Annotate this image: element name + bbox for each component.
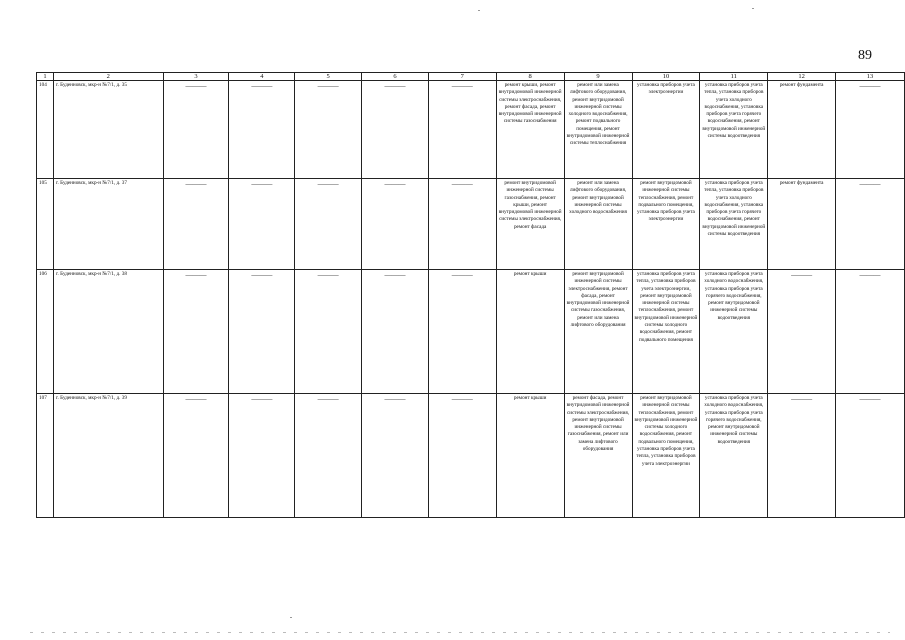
header-cell: 5: [295, 73, 362, 81]
work-cell: ремонт фундамента: [768, 81, 836, 179]
header-row: [37, 73, 905, 81]
address-cell: г. Буденновск, мкр-н №7/1, д. 35: [53, 81, 163, 179]
work-cell: ремонт крыши, ремонт внутридомовой инженерной системы электроснабжения, ремонт фасада, ремонт внутридомовой инженерной системы газоснабжения: [496, 81, 564, 179]
header-cell: 13: [836, 73, 905, 81]
dash-cell: ———: [362, 394, 429, 518]
header-cell: 12: [768, 73, 836, 81]
page-number: 89: [858, 48, 872, 63]
dash-cell: ———: [768, 270, 836, 394]
row-number: 105: [37, 179, 54, 270]
dash-cell: ———: [163, 81, 229, 179]
dash-cell: ———: [836, 81, 905, 179]
work-cell: установка приборов учета тепла, установка приборов учета холодного водоснабжения, установка приборов учета горячего водоснабжения, ремонт внутридомовой инженерной системы водоотведения: [700, 81, 768, 179]
work-cell: ремонт крыши: [496, 270, 564, 394]
table-row: [37, 81, 905, 179]
dash-cell: ———: [229, 81, 295, 179]
dash-cell: ———: [428, 270, 496, 394]
dash-cell: ———: [836, 179, 905, 270]
dash-cell: ———: [295, 394, 362, 518]
address-cell: г. Буденновск, мкр-н №7/1, д. 39: [53, 394, 163, 518]
row-number: 107: [37, 394, 54, 518]
dash-cell: ———: [163, 270, 229, 394]
capital-repair-table: [36, 72, 905, 518]
header-cell: 10: [632, 73, 700, 81]
dash-cell: ———: [362, 270, 429, 394]
address-cell: г. Буденновск, мкр-н №7/1, д. 38: [53, 270, 163, 394]
work-cell: ремонт фундамента: [768, 179, 836, 270]
work-cell: установка приборов учета холодного водоснабжения, установка приборов учета горячего водоснабжения, ремонт внутридомовой инженерной системы водоотведения: [700, 394, 768, 518]
dash-cell: ———: [229, 394, 295, 518]
dash-cell: ———: [163, 394, 229, 518]
scan-speck: [478, 10, 480, 11]
header-cell: 7: [428, 73, 496, 81]
work-cell: ремонт внутридомовой инженерной системы электроснабжения, ремонт фасада, ремонт внутридомовой инженерной системы газоснабжения, ремонт или замена лифтового оборудования: [564, 270, 632, 394]
table-row: [37, 394, 905, 518]
row-number: 104: [37, 81, 54, 179]
table-row: [37, 179, 905, 270]
dash-cell: ———: [428, 81, 496, 179]
work-cell: ремонт внутридомовой инженерной системы газоснабжения, ремонт крыши, ремонт внутридомовой инженерной системы электроснабжения, ремонт фасада: [496, 179, 564, 270]
work-cell: ремонт внутридомовой инженерной системы теплоснабжения, ремонт внутридомовой инженерной системы холодного водоснабжения, ремонт подвального помещения, установка приборов учета тепла, установка приборов учета электроэнергии: [632, 394, 700, 518]
work-cell: ремонт или замена лифтового оборудования, ремонт внутридомовой инженерной системы холодного водоснабжения: [564, 179, 632, 270]
work-cell: установка приборов учета холодного водоснабжения, установка приборов учета горячего водоснабжения, ремонт внутридомовой инженерной системы водоотведения: [700, 270, 768, 394]
dash-cell: ———: [362, 81, 429, 179]
scan-speck: [752, 8, 754, 9]
dash-cell: ———: [428, 179, 496, 270]
header-cell: 2: [53, 73, 163, 81]
work-cell: ремонт крыши: [496, 394, 564, 518]
dash-cell: ———: [229, 179, 295, 270]
dash-cell: ———: [295, 270, 362, 394]
scan-speck: [290, 617, 292, 618]
scan-noise-line: [30, 632, 890, 633]
dash-cell: ———: [295, 179, 362, 270]
header-cell: 4: [229, 73, 295, 81]
header-cell: 9: [564, 73, 632, 81]
work-cell: ремонт или замена лифтового оборудования, ремонт внутридомовой инженерной системы холодного водоснабжения, ремонт подвального помещения, ремонт внутридомовой инженерной системы теплоснабжения: [564, 81, 632, 179]
address-cell: г. Буденновск, мкр-н №7/1, д. 37: [53, 179, 163, 270]
work-cell: ремонт фасада, ремонт внутридомовой инженерной системы электроснабжения, ремонт внутридомовой инженерной системы газоснабжения, ремонт или замена лифтового оборудования: [564, 394, 632, 518]
work-cell: установка приборов учета электроэнергии: [632, 81, 700, 179]
work-cell: ремонт внутридомовой инженерной системы теплоснабжения, ремонт подвального помещения, установка приборов учета электроэнергии: [632, 179, 700, 270]
table-row: [37, 270, 905, 394]
dash-cell: ———: [362, 179, 429, 270]
dash-cell: ———: [836, 270, 905, 394]
work-cell: установка приборов учета тепла, установка приборов учета холодного водоснабжения, установка приборов учета горячего водоснабжения, ремонт внутридомовой инженерной системы водоотведения: [700, 179, 768, 270]
header-cell: 1: [37, 73, 54, 81]
header-cell: 6: [362, 73, 429, 81]
dash-cell: ———: [428, 394, 496, 518]
header-cell: 11: [700, 73, 768, 81]
header-cell: 3: [163, 73, 229, 81]
row-number: 106: [37, 270, 54, 394]
work-cell: установка приборов учета тепла, установка приборов учета электроэнергии, ремонт внутридомовой инженерной системы теплоснабжения, ремонт внутридомовой инженерной системы холодного водоснабжения, ремонт подвального помещения: [632, 270, 700, 394]
dash-cell: ———: [295, 81, 362, 179]
dash-cell: ———: [229, 270, 295, 394]
dash-cell: ———: [163, 179, 229, 270]
dash-cell: ———: [768, 394, 836, 518]
header-cell: 8: [496, 73, 564, 81]
dash-cell: ———: [836, 394, 905, 518]
